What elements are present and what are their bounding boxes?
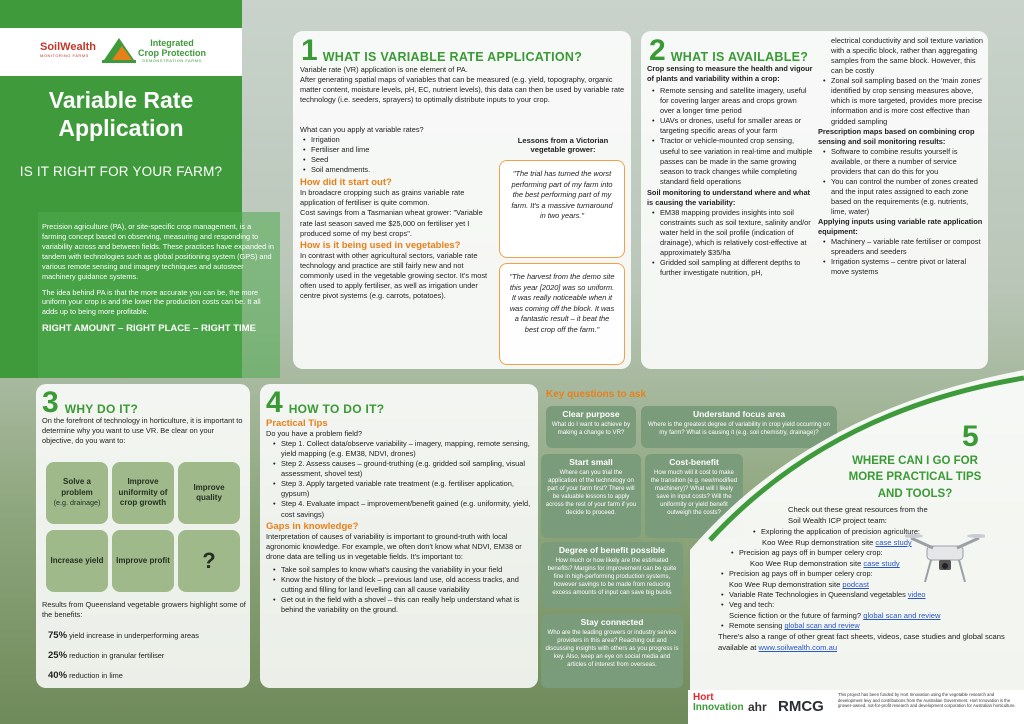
- gaps-list: [272, 565, 534, 615]
- podcast-link[interactable]: podcast: [842, 580, 870, 590]
- list-item: • Take soil samples to know what's causing the variability in your field: [272, 565, 534, 575]
- video-link[interactable]: video: [907, 590, 926, 600]
- resource-item: • Variable Rate Technologies in Queensland vegetables video: [720, 590, 942, 600]
- section-1-intro: Variable rate (VR) application is one element of PA. After generating spatial maps of variables that can be measured (e.g. yield, topography, organic matter content, moisture levels, pH, EC, nutrient levels), this data can then be used by variable rate technology (i.e. seeders, sprayers) to optimally distribute inputs to your crop.: [300, 65, 625, 105]
- objective-box: Improve uniformity of crop growth: [112, 462, 174, 524]
- resource-item: • Veg and tech:: [720, 600, 942, 610]
- ahr-logo: ahr: [748, 700, 767, 714]
- start-heading: How did it start out?: [300, 177, 392, 189]
- objective-box: Improve profit: [112, 530, 174, 592]
- list-item: • Soil amendments.: [302, 165, 490, 175]
- section-2-col-2: electrical conductivity and soil texture variation with a specific block, rather than aggregating samples from the same block. However, this can be costly • Zonal soil sampling based on the 'main zones' identified by crop sensing measures above, which is more targeted, provides more precise information and is more cost effective than gridded sampling Prescription maps based on combining crop sensing and soil monitoring results: • Software to combine results yourself is available, or there a number of service providers that can do this for you • You can control the number of zones created and the input rates assigned to each zone based on the requirements (e.g. nutrients, lime, water) Applying inputs using variable rate application equipment: • Machinery – variable rate fertiliser or compost spreaders and seeders • Irrigation systems – centre pivot or lateral move systems: [818, 36, 984, 278]
- list-item: • Know the history of the block – previous land use, old access tracks, and cutting and filling for land levelling can all cause variability: [272, 575, 534, 595]
- list-item: • Get out in the field with a shovel – this can really help understand what is behind the variability on the ground.: [272, 595, 534, 615]
- list-item: • Fertiliser and lime: [302, 145, 490, 155]
- section-1-left-column: What can you apply at variable rates? • Irrigation • Fertiliser and lime • Seed • Soil amendments. How did it start out? In broadacre cropping such as grains variable rate application of fertiliser is quite common. Cost savings from a Tasmanian wheat grower: "Variable rate last season saved me $25,000 on fertiliser yet I produced some of my best crops". How is it being used in vegetables? In contrast with other agricultural sectors, variable rate technology and practice are still fairly new and not commonly used in the vegetable growing sector. It's most often used to apply fertiliser, as well as irrigation under centre pivot systems (e.g. carrots, potatoes).: [300, 125, 490, 301]
- list-item: • Step 4. Evaluate impact – improvement/benefit gained (e.g. uniformity, yield, cost savings): [272, 499, 534, 519]
- section-5-title: WHERE CAN I GO FOR MORE PRACTICAL TIPS AND TOOLS?: [848, 455, 982, 500]
- steps-list: [272, 439, 534, 520]
- section-4-body: Practical Tips Do you have a problem field? • Step 1. Collect data/observe variability – imagery, mapping, remote sensing, yield mapping (e.g. EM38, NDVI, drones) • Step 2. Assess causes – ground-truthing (e.g. gridded soil sampling, visual assessment, shovel test) • Step 3. Apply targeted variable rate treatment (e.g. fertiliser application, gypsum) • Step 4. Evaluate impact – improvement/benefit gained (e.g. uniformity, yield, cost savings) Gaps in knowledge? Interpretation of causes of variability is important to ground-truth with local agronomic knowledge. For example, we often don't know what NDVI, EM38 or drone data are telling us in vegetable fields. It's important to: • Take soil samples to know what's causing the variability in your field • Know the history of the block – previous land use, old access tracks, and cutting and filling for land levelling can all cause variability • Get out in the field with a shovel – this can really help understand what is behind the variability on the ground.: [266, 418, 534, 615]
- hort-innovation-logo: Hort Innovation: [693, 692, 744, 713]
- section-4-heading: 4 HOW TO DO IT?: [266, 386, 385, 419]
- global-scan-link[interactable]: global scan and review: [863, 611, 941, 621]
- page-subtitle: IS IT RIGHT FOR YOUR FARM?: [19, 164, 223, 179]
- section-4-panel: [260, 384, 538, 688]
- case-study-link[interactable]: case study: [863, 559, 900, 569]
- section-5-resources: Check out these great resources from the Soil Wealth ICP project team: • Exploring the application of precision agriculture: Koo Wee Rup demonstration site case study • Precision ag pays off in bumper celery crop: Koo Wee Rup demonstration site case study • Precision ag pays off in bumper celery crop: Koo Wee Rup demonstration site podcast • Variable Rate Technologies in Queensland vegetables video • Veg and tech: Science fiction or the future of farming? global scan and review • Remote sensing global scan and review There's also a range of other great fact sheets, videos, case studies and global scans available at www.soilwealth.com.au: [692, 504, 942, 653]
- list-item: • UAVs or drones, useful for smaller areas or targeting specific areas of your farm: [651, 116, 813, 136]
- objective-box: ?: [178, 530, 240, 592]
- intro-paragraph-1: Precision agriculture (PA), or site-specific crop management, is a farming concept based on observing, measuring and responding to variability across and between fields. These practices have expanded in tandem with technologies such as global positioning system (GPS) and various remote sensing and imagery techniques and autosteer machinery guidance systems.: [42, 222, 274, 281]
- resource-item: • Precision ag pays off in bumper celery crop:: [720, 569, 942, 579]
- resource-item: • Exploring the application of precision agriculture:: [752, 527, 942, 537]
- intro-paragraph-2: The idea behind PA is that the more accurate you can be, the more uniform your crop is and the lower the production costs can be. It all adds up to being more profitable.: [42, 287, 261, 317]
- list-item: • Remote sensing and satellite imagery, useful for covering larger areas and crops grown over a longer time period: [651, 86, 813, 116]
- list-item: • Software to combine results yourself is available, or there a number of service providers that can do this for you: [822, 147, 984, 177]
- list-item: • Machinery – variable rate fertiliser or compost spreaders and seeders: [822, 237, 984, 257]
- lessons-title: Lessons from a Victorian vegetable grower:: [517, 136, 609, 154]
- list-item: • EM38 mapping provides insights into soil constraints such as soil texture, salinity and/or water held in the soil profile (indication of drainage), which is relatively cost-effective at approximately $35/ha: [651, 208, 813, 258]
- soilwealth-website-link[interactable]: www.soilwealth.com.au: [758, 643, 838, 653]
- list-item: • Step 3. Apply targeted variable rate treatment (e.g. fertiliser application, gypsum): [272, 479, 534, 499]
- objective-box: Solve a problem (e.g. drainage): [46, 462, 108, 524]
- soilwealth-logo: SoilWealth MONITORING FARMS: [40, 41, 97, 58]
- resource-item: • Remote sensing global scan and review: [720, 621, 942, 631]
- section-3-panel: 3 WHY DO IT? On the forefront of technology in horticulture, it is important to determine why you want to use VR. Be clear on your objective, do you want to: Solve a problem (e.g. drainage) Improve uniformity of crop growth Improve quality Increase yield Improve profit ? Results from Queensland vegetable growers highlight some of the benefits: 75% yield increase in underperforming areas 25% reduction in granular fertiliser 40% reduction in lime: [36, 384, 250, 688]
- quote-box-2: "The harvest from the demo site this year [2020] was so uniform. It was really noticeable when it was coming off the block. It was a fantastic result – it beat the best crop off the farm.": [499, 263, 625, 365]
- icp-logo: Integrated Crop Protection DEMONSTRATION FARMS: [138, 38, 207, 63]
- result-row: 40% reduction in lime: [48, 670, 123, 681]
- mountain-logo-icon: [102, 34, 136, 64]
- tagline: RIGHT AMOUNT – RIGHT PLACE – RIGHT TIME: [42, 323, 256, 335]
- key-questions-title: Key questions to ask: [546, 389, 647, 400]
- key-question-card: Start small Where can you trial the application of the technology on part of your farm first? There will be valuable lessons to apply across the rest of your farm if you decide to proceed.: [541, 454, 641, 538]
- global-scan-link[interactable]: global scan and review: [784, 621, 860, 631]
- section-2-col-1: Crop sensing to measure the health and vigour of plants and variability within a crop: • Remote sensing and satellite imagery, useful for covering larger areas and crops grown over a longer time period • UAVs or drones, useful for smaller areas or targeting specific areas of your farm • Tractor or vehicle-mounted crop sensing, useful to see variation in real-time and multiple passes can be made in the same growing season to track changes while completing standard field operations Soil monitoring to understand where and what is causing the variability: • EM38 mapping provides insights into soil constraints such as soil texture, salinity and/or water held in the soil profile (indication of drainage), which is relatively cost-effective at approximately $35/ha • Gridded soil sampling at different depths to further investigate nutrition, pH,: [647, 64, 813, 278]
- key-question-card: Cost-benefit How much will it cost to make the transition (e.g. new/modified machinery)? What will I likely save in input costs? Will the uniformity or yield benefit outweigh the costs?: [645, 454, 743, 538]
- case-study-link[interactable]: case study: [875, 538, 912, 548]
- rmcg-logo: RMCG: [778, 698, 824, 715]
- list-item: • Step 2. Assess causes – ground-truthing (e.g. gridded soil sampling, visual assessment, shovel test): [272, 459, 534, 479]
- logo-strip: [0, 28, 242, 76]
- intro-panel: [38, 212, 280, 378]
- key-question-card: Clear purpose What do I want to achieve by making a change to VR?: [546, 406, 636, 448]
- list-item: • Tractor or vehicle-mounted crop sensing, useful to see variation in real-time and multiple passes can be made in the same growing season to track changes while completing standard field operations: [651, 136, 813, 186]
- list-item: • Gridded soil sampling at different depths to further investigate nutrition, pH,: [651, 258, 813, 278]
- list-item: • You can control the number of zones created and the input rates assigned to each zone based on the requirements (e.g. nutrients, lime, water): [822, 177, 984, 217]
- vegetables-heading: How is it being used in vegetables?: [300, 239, 461, 251]
- section-1-heading: 1 WHAT IS VARIABLE RATE APPLICATION?: [301, 34, 583, 67]
- list-item: • Seed: [302, 155, 490, 165]
- result-row: 75% yield increase in underperforming areas: [48, 630, 199, 641]
- section-2-heading: 2 WHAT IS AVAILABLE?: [649, 34, 809, 67]
- key-question-card: Degree of benefit possible How much or how likely are the estimated benefits? Margins for improvement can be quite fine in high-performing production systems, however savings to be made from reducing excess amounts of input can save big bucks: [541, 542, 683, 608]
- section-2-panel: [641, 31, 988, 369]
- section-3-heading: 3 WHY DO IT?: [42, 386, 139, 419]
- section-1-panel: [293, 31, 631, 369]
- section-5-number: 5: [962, 420, 979, 453]
- key-question-card: Stay connected Who are the leading growers or industry service providers in this area? Reaching out and discussing insights with others as you progress is key. Also, keep an eye on social media and articles of interest from overseas.: [541, 614, 683, 688]
- resource-item: • Precision ag pays off in bumper celery crop:: [730, 548, 942, 558]
- apply-list: [302, 135, 490, 175]
- list-item: • Irrigation systems – centre pivot or lateral move systems: [822, 257, 984, 277]
- list-item: • Zonal soil sampling based on the 'main zones' identified by crop sensing measures above, which is more targeted, provides more precise information and is more cost effective than gridded sampling: [822, 76, 984, 126]
- list-item: • Irrigation: [302, 135, 490, 145]
- key-question-card: Understand focus area Where is the greatest degree of variability in crop yield occurring on my farm? What is causing it (e.g. soil chemistry, drainage)?: [641, 406, 837, 448]
- quote-box-1: "The trial has turned the worst performing part of my farm into the best performing part of my farm. It's a massive turnaround in two years.": [499, 160, 625, 258]
- page-title: Variable Rate Application: [48, 87, 194, 142]
- funding-disclaimer: This project has been funded by Hort Innovation using the vegetable research and development levy and contributions from the Australian Government. Hort Innovation is the grower-owned, not-for-profit research and development corporation for Australian horticulture.: [838, 692, 1016, 709]
- objective-box: Improve quality: [178, 462, 240, 524]
- list-item: • Step 1. Collect data/observe variability – imagery, mapping, remote sensing, yield mapping (e.g. EM38, NDVI, drones): [272, 439, 534, 459]
- result-row: 25% reduction in granular fertiliser: [48, 650, 165, 661]
- objective-box: Increase yield: [46, 530, 108, 592]
